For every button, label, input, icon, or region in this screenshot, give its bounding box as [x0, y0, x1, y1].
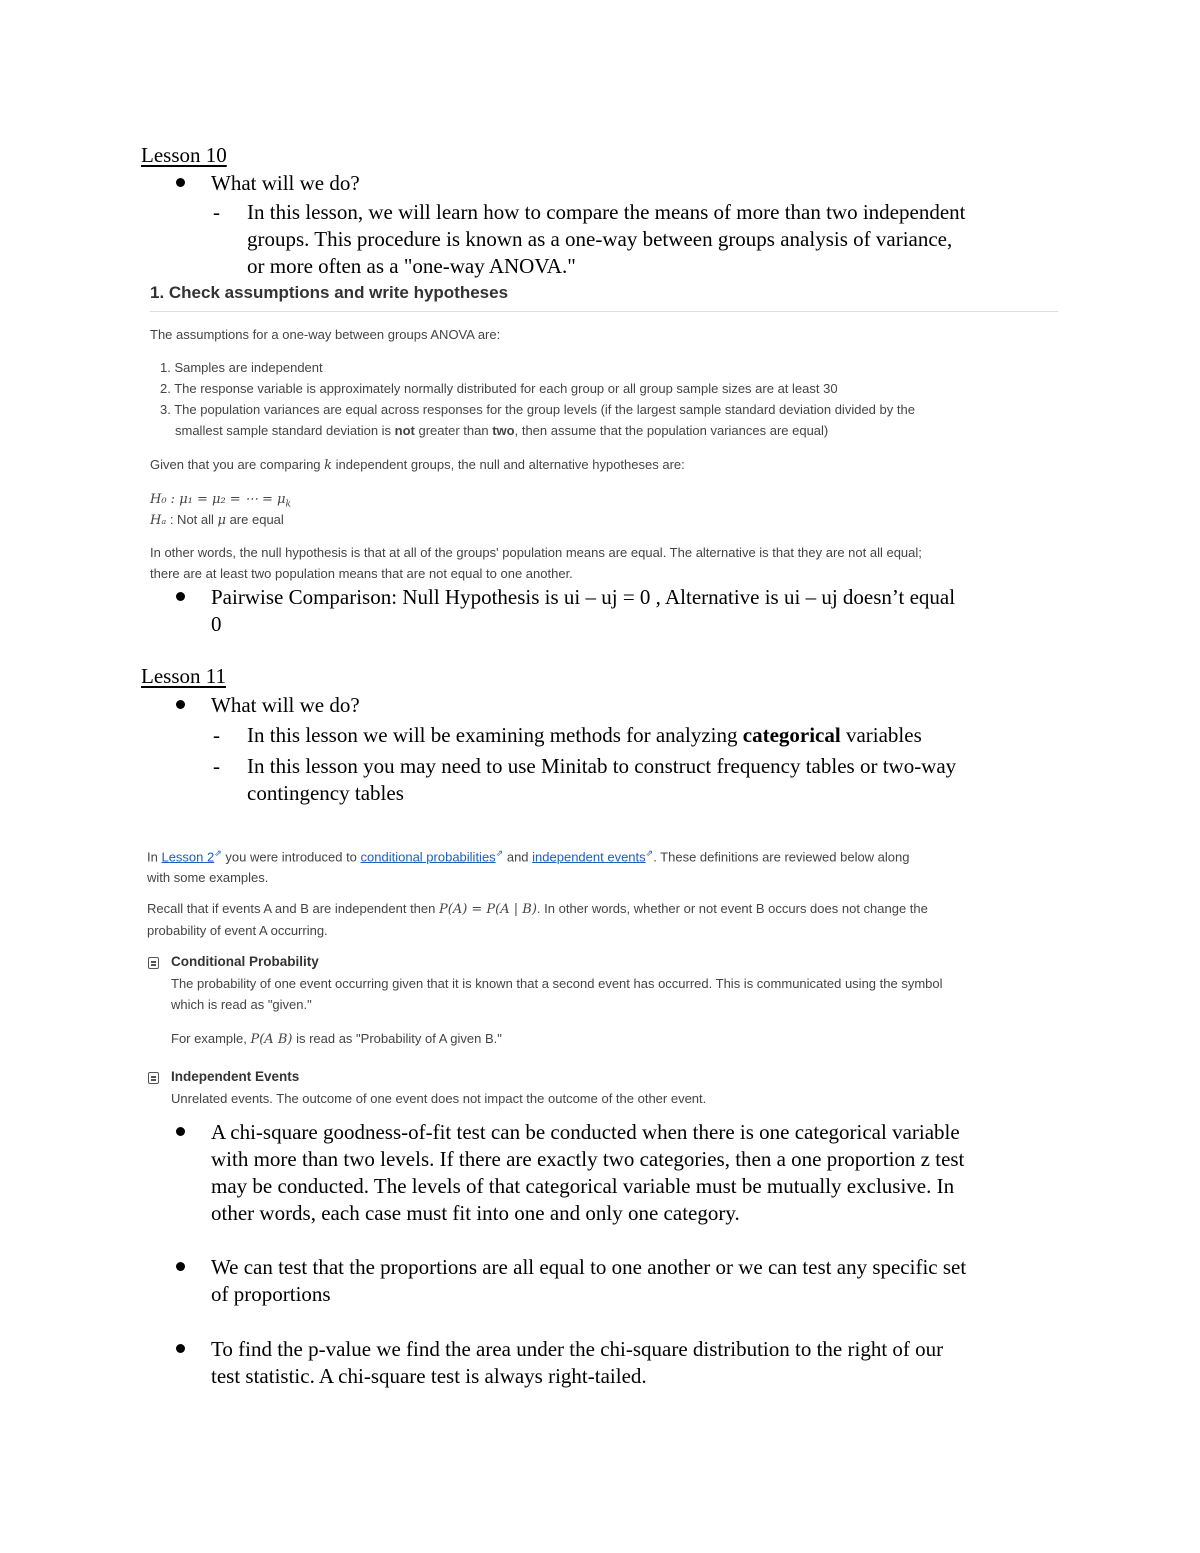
independence-recall: Recall that if events A and B are independent then P(A) = P(A | B). In other words, whether or not event B occurs does not change the probability of event A occurring. — [147, 901, 928, 938]
assumption-item: 1. Samples are independent — [160, 360, 323, 375]
dash-icon: - — [213, 723, 220, 747]
bullet-icon — [176, 1262, 185, 1271]
independent-events-link[interactable]: independent events — [532, 849, 646, 865]
p-value-bullet: To find the p-value we find the area under the chi-square distribution to the right of our test statistic. A chi-square test is always right-tailed. — [211, 1337, 944, 1388]
null-hypothesis: H₀ : μ₁ = μ₂ = ⋯ = $\mu_k$ — [150, 492, 291, 510]
bullet-icon — [176, 700, 185, 709]
external-link-icon: ⇗ — [495, 848, 504, 858]
assumption-item: 3. The population variances are equal across responses for the group levels (if the largest sample standard deviation divided by the — [160, 402, 915, 417]
bullet-icon — [176, 1344, 185, 1353]
lesson-10-detail — [247, 199, 1077, 280]
definition-icon — [148, 1072, 159, 1084]
hypothesis-explanation: In other words, the null hypothesis is that at all of the groups' population means are equal. The alternative is that they are not all equal; there are at least two population means that are not equal to one another. — [150, 545, 922, 581]
conditional-probability-definition: The probability of one event occurring given that it is known that a second event has occurred. This is communicated using the symbol which is read as "given." — [171, 976, 943, 1012]
bullet-icon — [176, 592, 185, 601]
lesson-11-detail-2: In this lesson you may need to use Minitab to construct frequency tables or two-way contingency tables — [247, 754, 957, 805]
lesson-2-link[interactable]: Lesson 2 — [161, 849, 215, 865]
conditional-probabilities-link[interactable]: conditional probabilities — [360, 849, 496, 865]
external-link-icon: ⇗ — [214, 848, 222, 858]
heading-divider — [150, 311, 1058, 312]
independent-events-definition: Unrelated events. The outcome of one event does not impact the outcome of the other event. — [171, 1091, 707, 1106]
lesson-10-detail-line: groups. This procedure is known as a one-way between groups analysis of variance, — [247, 227, 953, 251]
independent-events-title: Independent Events — [171, 1069, 300, 1084]
conditional-probability-example: For example, P(A B) is read as "Probability of A given B." — [171, 1031, 502, 1047]
pairwise-comparison: Pairwise Comparison: Null Hypothesis is ui – uj = 0 , Alternative is ui – uj doesn’t equal 0 — [211, 585, 956, 636]
assumptions-list — [160, 357, 1060, 441]
lesson-10-detail-line: or more often as a "one-way ANOVA." — [247, 254, 576, 278]
assumption-item: 2. The response variable is approximately normally distributed for each group or all group sample sizes are at least 30 — [160, 381, 838, 396]
dash-icon: - — [213, 754, 220, 778]
conditional-probability-title: Conditional Probability — [171, 954, 319, 969]
hypotheses-intro: Given that you are comparing k independent groups, the null and alternative hypotheses are: — [150, 457, 685, 473]
dash-icon: - — [213, 200, 220, 224]
lesson-11-detail-1: In this lesson we will be examining methods for analyzing categorical variables — [247, 723, 922, 747]
alternative-hypothesis: Hₐ : Not all μ are equal — [150, 512, 284, 528]
screenshot-heading: 1. Check assumptions and write hypotheses — [150, 283, 509, 302]
probability-review-intro: In Lesson 2⇗ you were introduced to conditional probabilities⇗ and independent events⇗. These definitions are reviewed below along with some examples. — [147, 848, 910, 886]
assumptions-intro: The assumptions for a one-way between groups ANOVA are: — [150, 327, 501, 342]
lesson-10-title: Lesson 10 — [141, 143, 227, 167]
definition-icon — [148, 957, 159, 969]
chi-square-gof-bullet: A chi-square goodness-of-fit test can be conducted when there is one categorical variable with more than two levels. If there are exactly two categories, then a one proportion z test may be conducted. The levels of that categorical variable must be mutually exclusive. In other words, each case must fit into one and only one category. — [211, 1120, 965, 1225]
lesson-10-detail-line: In this lesson, we will learn how to compare the means of more than two independent — [247, 200, 966, 224]
assumption-item-continued: smallest sample standard deviation is not greater than two, then assume that the population variances are equal) — [175, 423, 829, 438]
lesson-11-title: Lesson 11 — [141, 664, 226, 688]
lesson-11-bullet: What will we do? — [211, 693, 360, 717]
lesson-10-bullet: What will we do? — [211, 171, 360, 195]
external-link-icon: ⇗ — [645, 848, 654, 858]
bullet-icon — [176, 178, 185, 187]
bullet-icon — [176, 1127, 185, 1136]
proportions-test-bullet: We can test that the proportions are all equal to one another or we can test any specific set of proportions — [211, 1255, 967, 1306]
